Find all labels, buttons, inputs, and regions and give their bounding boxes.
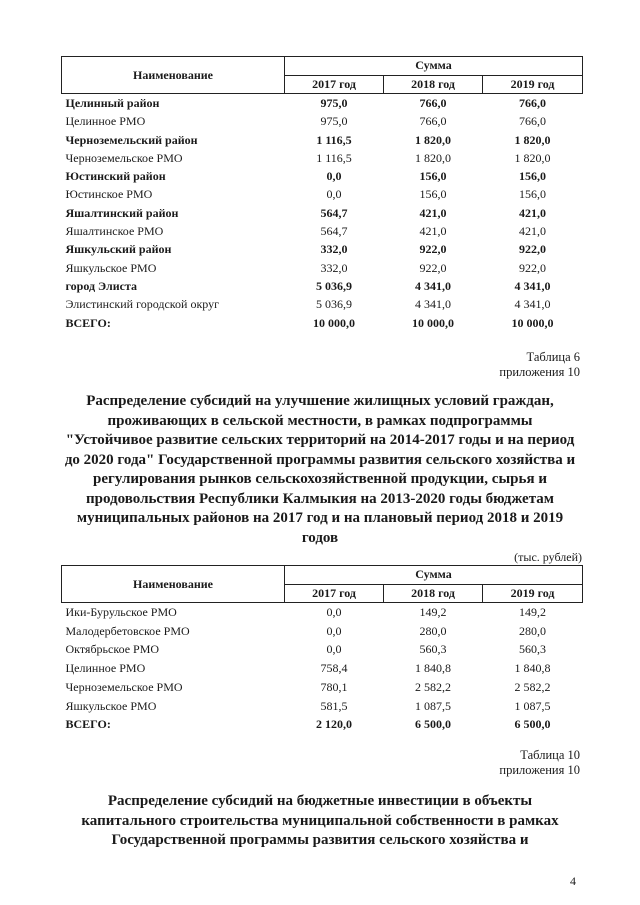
row-value: 922,0 [419, 242, 447, 257]
table-row [62, 185, 583, 203]
row-value: 758,4 [320, 661, 348, 676]
row-name: Целинное РМО [65, 661, 146, 676]
column-header-year: 2017 год [285, 584, 384, 603]
row-value: 421,0 [419, 224, 447, 239]
table-row [62, 678, 583, 697]
heading-line: проживающих в сельской местности, в рамках подпрограммы [107, 412, 533, 429]
section-heading [40, 792, 600, 851]
table-row [62, 715, 583, 734]
row-value: 0,0 [326, 605, 342, 619]
heading-line: Государственной программы развития сельского хозяйства и [111, 832, 529, 848]
row-name: Яшкульское РМО [65, 698, 157, 713]
distribution-table-continued [61, 56, 583, 332]
row-value: 156,0 [519, 187, 547, 202]
row-value: 564,7 [320, 205, 348, 220]
table-row [62, 94, 583, 113]
row-value: 1 087,5 [514, 698, 551, 713]
row-value: 581,5 [320, 698, 348, 713]
row-value: 149,2 [419, 605, 447, 619]
row-value: 766,0 [419, 114, 447, 129]
row-name: Черноземельский район [65, 132, 198, 147]
row-value: 149,2 [519, 605, 547, 619]
row-value: 332,0 [320, 242, 348, 257]
caption-line: Таблица 10 [520, 748, 580, 762]
row-value: 1 820,0 [415, 150, 451, 165]
row-name: Черноземельское РМО [65, 150, 183, 165]
row-name: Яшалтинское РМО [65, 224, 164, 239]
row-value: 6 500,0 [514, 717, 551, 732]
row-value: 10 000,0 [313, 315, 355, 330]
row-value: 5 036,9 [316, 297, 352, 312]
row-value: 156,0 [519, 169, 547, 184]
row-value: 4 341,0 [514, 297, 551, 312]
row-value: 2 582,2 [514, 679, 551, 694]
row-value: 0,0 [326, 623, 342, 638]
row-name: Целинное РМО [65, 114, 146, 129]
row-value: 4 341,0 [415, 278, 451, 293]
table-row [62, 295, 583, 313]
table-body [62, 94, 583, 332]
row-name: Элистинский городской округ [65, 297, 220, 312]
row-value: 280,0 [419, 623, 447, 638]
heading-line: Распределение субсидий на улучшение жилищных условий граждан, [86, 393, 554, 409]
column-header-sum: Сумма [285, 57, 583, 76]
row-value: 156,0 [419, 187, 447, 202]
table-row [62, 240, 583, 258]
row-name: Юстинское РМО [65, 187, 153, 202]
row-name: город Элиста [65, 278, 138, 293]
row-value: 922,0 [519, 260, 547, 275]
row-value: 560,3 [519, 642, 547, 657]
row-value: 922,0 [519, 242, 547, 257]
heading-line: до 2020 года" Государственной программы развития сельского хозяйства и [64, 451, 576, 468]
table-row [62, 640, 583, 659]
table-row [62, 167, 583, 185]
column-header-sum: Сумма [285, 566, 583, 585]
row-value: 4 341,0 [415, 297, 451, 312]
housing-subsidy-table [61, 565, 583, 734]
row-name: Черноземельское РМО [65, 679, 183, 694]
row-value: 421,0 [419, 205, 447, 220]
row-name: Малодербетовское РМО [65, 623, 190, 638]
row-value: 2 582,2 [415, 679, 451, 694]
row-value: 922,0 [419, 260, 447, 275]
row-name: Целинный район [65, 96, 160, 110]
row-value: 10 000,0 [511, 315, 554, 330]
table-row [62, 149, 583, 167]
heading-line: продовольствия Республики Калмыкия на 2013-2020 годы бюджетам [86, 490, 554, 507]
row-value: 4 341,0 [514, 278, 551, 293]
table-row [62, 314, 583, 332]
row-name: ВСЕГО: [65, 717, 111, 732]
table-row [62, 112, 583, 130]
row-value: 156,0 [419, 169, 447, 184]
column-header-year: 2018 год [384, 584, 483, 603]
units-label: (тыс. рублей) [514, 550, 582, 564]
row-value: 1 820,0 [514, 150, 551, 165]
heading-line: муниципальных районов на 2017 год и на плановый период 2018 и 2019 [76, 510, 564, 526]
row-name: ВСЕГО: [65, 315, 111, 330]
column-header-name: Наименование [62, 57, 285, 94]
table-row [62, 131, 583, 149]
row-value: 6 500,0 [415, 717, 451, 732]
row-value: 1 087,5 [415, 698, 451, 713]
row-value: 975,0 [320, 96, 348, 110]
row-value: 766,0 [419, 96, 447, 110]
column-header-year: 2019 год [483, 75, 583, 94]
column-header-name: Наименование [62, 566, 285, 603]
row-value: 2 120,0 [316, 717, 352, 732]
section-heading [40, 392, 600, 548]
caption-line: Таблица 6 [526, 350, 580, 364]
table-row [62, 277, 583, 295]
row-value: 766,0 [519, 96, 547, 110]
row-name: Юстинский район [65, 169, 166, 184]
row-value: 1 820,0 [514, 132, 551, 147]
row-value: 280,0 [519, 623, 547, 638]
table-caption [499, 748, 580, 778]
caption-line: приложения 10 [499, 763, 580, 777]
row-name: Яшалтинский район [65, 205, 179, 220]
row-name: Ики-Бурульское РМО [65, 605, 177, 619]
row-value: 421,0 [519, 224, 547, 239]
table-caption [499, 350, 580, 380]
row-value: 421,0 [519, 205, 547, 220]
table-row [62, 697, 583, 716]
heading-line: регулирования рынков сельскохозяйственной продукции, сырья и [93, 471, 547, 487]
row-value: 1 840,8 [514, 661, 551, 676]
row-value: 1 116,5 [316, 150, 352, 165]
row-value: 560,3 [419, 642, 447, 657]
column-header-year: 2018 год [384, 75, 483, 94]
row-value: 1 116,5 [316, 132, 352, 147]
table-row [62, 659, 583, 678]
row-value: 0,0 [326, 187, 342, 202]
caption-line: приложения 10 [499, 365, 580, 379]
column-header-year: 2017 год [285, 75, 384, 94]
row-value: 0,0 [326, 642, 342, 657]
row-value: 10 000,0 [412, 315, 454, 330]
row-value: 332,0 [320, 260, 348, 275]
row-name: Яшкульское РМО [65, 260, 157, 275]
row-value: 5 036,9 [316, 278, 352, 293]
column-header-year: 2019 год [483, 584, 583, 603]
table-row [62, 603, 583, 622]
table-row [62, 622, 583, 641]
row-value: 1 820,0 [415, 132, 451, 147]
heading-line: капитального строительства муниципальной собственности в рамках [81, 812, 559, 829]
row-name: Октябрьское РМО [65, 642, 160, 657]
row-value: 1 840,8 [415, 661, 451, 676]
table-row [62, 222, 583, 240]
heading-line: годов [301, 529, 339, 546]
row-name: Яшкульский район [65, 242, 172, 257]
heading-line: Распределение субсидий на бюджетные инвестиции в объекты [107, 793, 533, 809]
heading-line: "Устойчивое развитие сельских территорий на 2014-2017 годы и на период [65, 432, 575, 448]
table-body [62, 603, 583, 734]
row-value: 564,7 [320, 224, 348, 239]
table-row [62, 259, 583, 277]
row-value: 975,0 [320, 114, 348, 129]
page-number: 4 [570, 874, 576, 888]
row-value: 780,1 [320, 679, 348, 694]
row-value: 766,0 [519, 114, 547, 129]
table-row [62, 204, 583, 222]
row-value: 0,0 [326, 169, 342, 184]
